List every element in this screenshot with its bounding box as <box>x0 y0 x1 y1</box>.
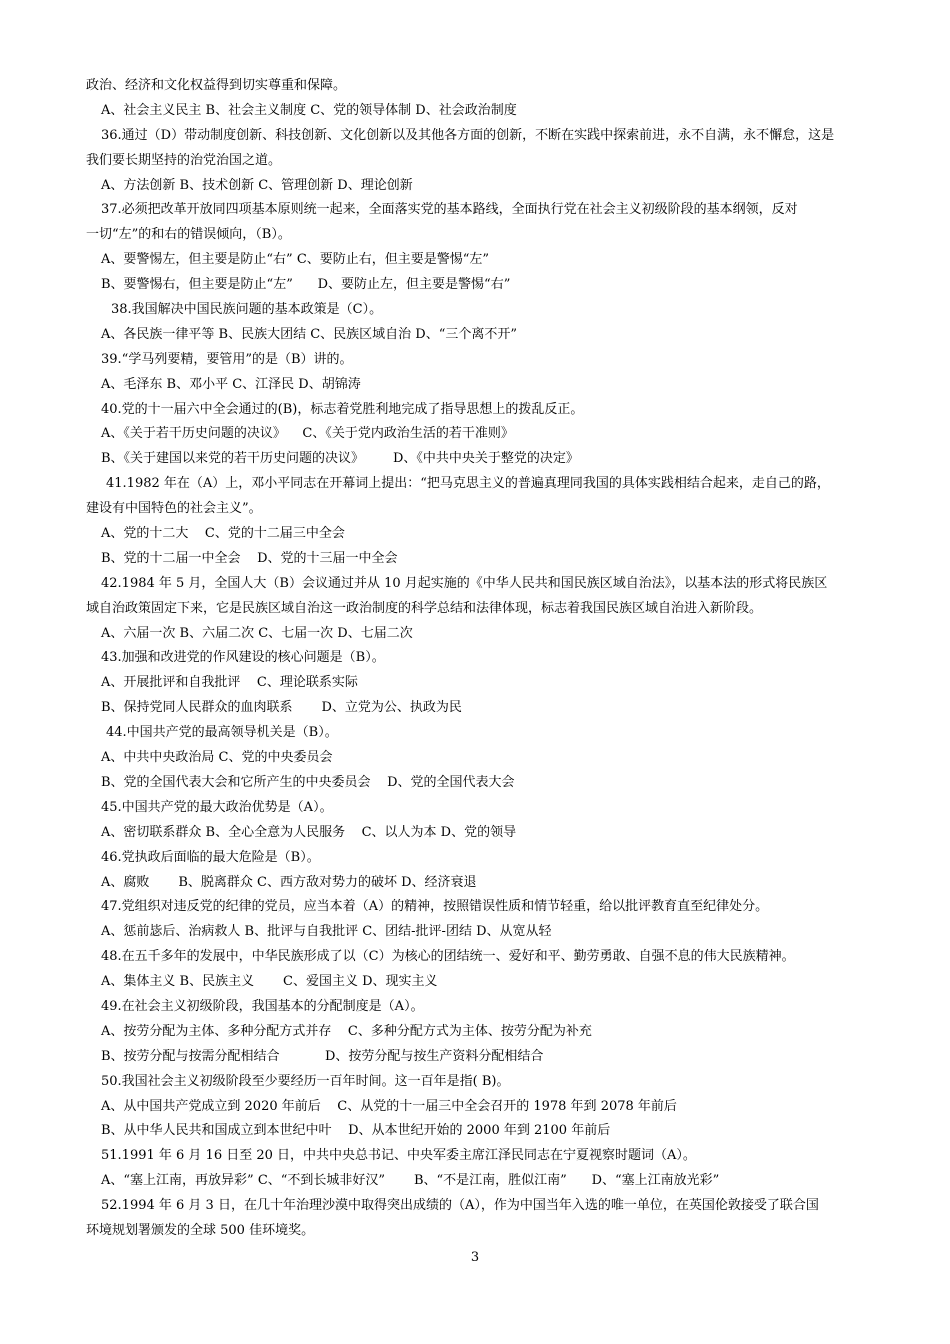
answer-options: B、从中华人民共和国成立到本世纪中叶 D、从本世纪开始的 2000 年到 2100 年前后 <box>101 1123 611 1139</box>
answer-options: B、要警惕右，但主要是防止“左” D、要防止左，但主要是警惕“右” <box>101 277 511 293</box>
answer-options: A、各民族一律平等 B、民族大团结 C、民族区域自治 D、“三个离不开” <box>101 326 518 342</box>
question-43: 43.加强和改进党的作风建设的核心问题是（B）。 <box>101 650 385 666</box>
answer-options: A、集体主义 B、民族主义 C、爱国主义 D、现实主义 <box>101 974 438 990</box>
question-45: 45.中国共产党的最大政治优势是（A）。 <box>101 799 333 815</box>
answer-options: A、方法创新 B、技术创新 C、管理创新 D、理论创新 <box>101 177 413 193</box>
text-line: 域自治政策固定下来，它是民族区域自治这一政治制度的科学总结和法律体现，标志着我国民族区域自治进入新阶段。 <box>86 600 763 616</box>
answer-options: A、毛泽东 B、邓小平 C、江泽民 D、胡锦涛 <box>101 376 361 392</box>
text-line: 政治、经济和文化权益得到切实尊重和保障。 <box>86 78 347 93</box>
answer-options: A、惩前毖后、治病救人 B、批评与自我批评 C、团结-批评-团结 D、从宽从轻 <box>101 924 552 940</box>
answer-options: A、要警惕左，但主要是防止“右” C、要防止右，但主要是警惕“左” <box>101 252 490 268</box>
question-51: 51.1991 年 6 月 16 日至 20 日，中共中央总书记、中央军委主席江泽民同志在宁夏视察时题词（A）。 <box>101 1148 696 1164</box>
text-line: 一切“左”的和右的错误倾向，（B）。 <box>86 227 291 243</box>
answer-options: A、开展批评和自我批评 C、理论联系实际 <box>101 675 358 691</box>
question-44: 44.中国共产党的最高领导机关是（B）。 <box>106 725 338 741</box>
question-37: 37.必须把改革开放同四项基本原则统一起来，全面落实党的基本路线，全面执行党在社会主义初级阶段的基本纲领，反对 <box>101 202 798 218</box>
question-40: 40.党的十一届六中全会通过的(B)，标志着党胜利地完成了指导思想上的拨乱反正。 <box>101 401 584 417</box>
answer-options: A、密切联系群众 B、全心全意为人民服务 C、以人为本 D、党的领导 <box>101 824 517 840</box>
answer-options: A、腐败 B、脱离群众 C、西方敌对势力的破坏 D、经济衰退 <box>101 874 477 890</box>
answer-options: B、按劳分配与按需分配相结合 D、按劳分配与按生产资料分配相结合 <box>101 1048 544 1064</box>
question-38: 38.我国解决中国民族问题的基本政策是（C）。 <box>111 302 383 318</box>
question-36: 36.通过（D）带动制度创新、科技创新、文化创新以及其他各方面的创新，不断在实践中探索前进，永不自满，永不懈怠，这是 <box>101 127 835 143</box>
answer-options: A、党的十二大 C、党的十二届三中全会 <box>101 526 345 542</box>
answer-options: A、从中国共产党成立到 2020 年前后 C、从党的十一届三中全会召开的 1978 年到 2078 年前后 <box>101 1098 677 1114</box>
question-42: 42.1984 年 5 月，全国人大（B）会议通过并从 10 月起实施的《中华人民共和国民族区域自治法》，以基本法的形式将民族区 <box>101 575 828 591</box>
answer-options: A、按劳分配为主体、多种分配方式并存 C、多种分配方式为主体、按劳分配为补充 <box>101 1023 592 1039</box>
question-39: 39.“学马列要精，要管用”的是（B）讲的。 <box>101 351 353 367</box>
question-52: 52.1994 年 6 月 3 日，在几十年治理沙漠中取得突出成绩的（A），作为中国当年入选的唯一单位，在英国伦敦接受了联合国 <box>101 1198 819 1214</box>
question-46: 46.党执政后面临的最大危险是（B）。 <box>101 849 320 865</box>
answer-options: A、《关于若干历史问题的决议》 C、《关于党内政治生活的若干准则》 <box>101 426 514 442</box>
answer-options: B、保持党同人民群众的血肉联系 D、立党为公、执政为民 <box>101 700 462 716</box>
question-48: 48.在五千多年的发展中，中华民族形成了以（C）为核心的团结统一、爱好和平、勤劳勇敢、自强不息的伟大民族精神。 <box>101 949 795 965</box>
answer-options: A、“塞上江南，再放异彩” C、“不到长城非好汉” B、“不是江南，胜似江南” D、“塞上江南放光彩” <box>101 1173 720 1189</box>
answer-options: A、社会主义民主 B、社会主义制度 C、党的领导体制 D、社会政治制度 <box>101 102 517 118</box>
text-line: 我们要长期坚持的治党治国之道。 <box>86 152 282 168</box>
question-41: 41.1982 年在（A）上，邓小平同志在开幕词上提出：“把马克思主义的普遍真理同我国的具体实践相结合起来，走自己的路， <box>106 476 830 492</box>
question-49: 49.在社会主义初级阶段，我国基本的分配制度是（A）。 <box>101 998 424 1014</box>
answer-options: B、党的十二届一中全会 D、党的十三届一中全会 <box>101 550 398 566</box>
document-body <box>86 74 876 1244</box>
text-line: 建设有中国特色的社会主义”。 <box>86 501 262 517</box>
answer-options: A、六届一次 B、六届二次 C、七届一次 D、七届二次 <box>101 625 413 641</box>
answer-options: B、党的全国代表大会和它所产生的中央委员会 D、党的全国代表大会 <box>101 774 515 790</box>
question-50: 50.我国社会主义初级阶段至少要经历一百年时间。这一百年是指( B)。 <box>101 1073 510 1089</box>
page-number: 3 <box>470 1250 480 1265</box>
question-47: 47.党组织对违反党的纪律的党员，应当本着（A）的精神，按照错误性质和情节轻重，给以批评教育直至纪律处分。 <box>101 899 769 915</box>
answer-options: B、《关于建国以来党的若干历史问题的决议》 D、《中共中央关于整党的决定》 <box>101 451 579 467</box>
text-line: 环境规划署颁发的全球 500 佳环境奖。 <box>86 1222 315 1238</box>
answer-options: A、中共中央政治局 C、党的中央委员会 <box>101 750 333 766</box>
